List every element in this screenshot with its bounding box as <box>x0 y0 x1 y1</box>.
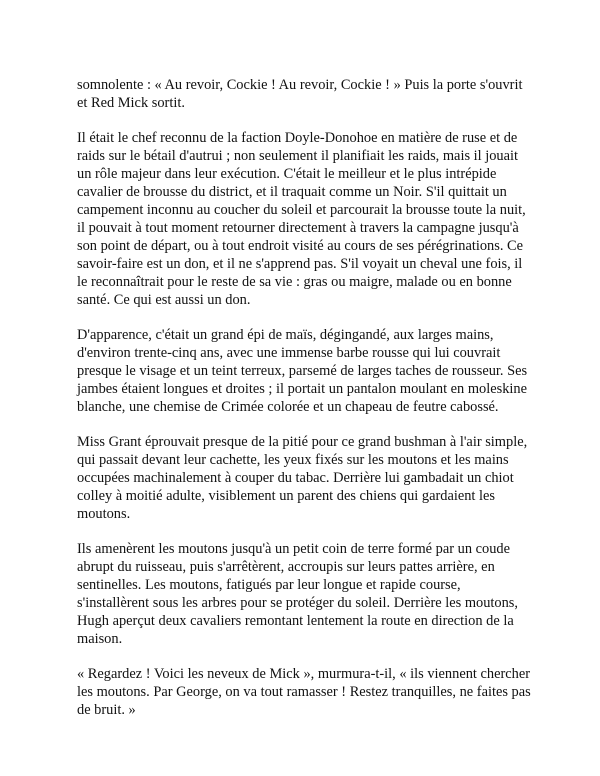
paragraph-1: somnolente : « Au revoir, Cockie ! Au revoir, Cockie ! » Puis la porte s'ouvrit et Red Mick sortit. <box>77 77 523 111</box>
paragraph-4: Miss Grant éprouvait presque de la pitié pour ce grand bushman à l'air simple, qui passait devant leur cachette, les yeux fixés sur les moutons et les mains occupées machinalement à couper du tabac. Derrière lui gambadait un chiot colley à moitié adulte, visiblement un parent des chiens qui gardaient les moutons. <box>77 434 528 522</box>
document-body <box>77 76 535 719</box>
paragraph-5: Ils amenèrent les moutons jusqu'à un petit coin de terre formé par un coude abrupt du ruisseau, puis s'arrêtèrent, accroupis sur leurs pattes arrière, en sentinelles. Les moutons, fatigués par leur longue et rapide course, s'installèrent sous les arbres pour se protéger du soleil. Derrière les moutons, Hugh aperçut deux cavaliers remontant lentement la route en direction de la maison. <box>77 541 518 647</box>
paragraph-6: « Regardez ! Voici les neveux de Mick », murmura-t-il, « ils viennent chercher les moutons. Par George, on va tout ramasser ! Restez tranquilles, ne faites pas de bruit. » <box>77 666 531 718</box>
paragraph-2: Il était le chef reconnu de la faction Doyle-Donohoe en matière de ruse et de raids sur le bétail d'autrui ; non seulement il planifiait les raids, mais il jouait un rôle majeur dans leur exécution. C'était le meilleur et le plus intrépide cavalier de brousse du district, et il traquait comme un Noir. S'il quittait un campement inconnu au coucher du soleil et parcourait la brousse toute la nuit, il pouvait à tout moment retourner directement à travers la campagne jusqu'à son point de départ, ou à tout endroit visité au cours de ses pérégrinations. Ce savoir-faire est un don, et il ne s'apprend pas. S'il voyait un cheval une fois, il le reconnaîtrait pour le reste de sa vie : gras ou maigre, malade ou en bonne santé. Ce qui est aussi un don. <box>77 130 526 308</box>
paragraph-3: D'apparence, c'était un grand épi de maïs, dégingandé, aux larges mains, d'environ trente-cinq ans, avec une immense barbe rousse qui lui couvrait presque le visage et un teint terreux, parsemé de larges taches de rousseur. Ses jambes étaient longues et droites ; il portait un pantalon moulant en moleskine blanche, une chemise de Crimée colorée et un chapeau de feutre cabossé. <box>77 327 528 415</box>
